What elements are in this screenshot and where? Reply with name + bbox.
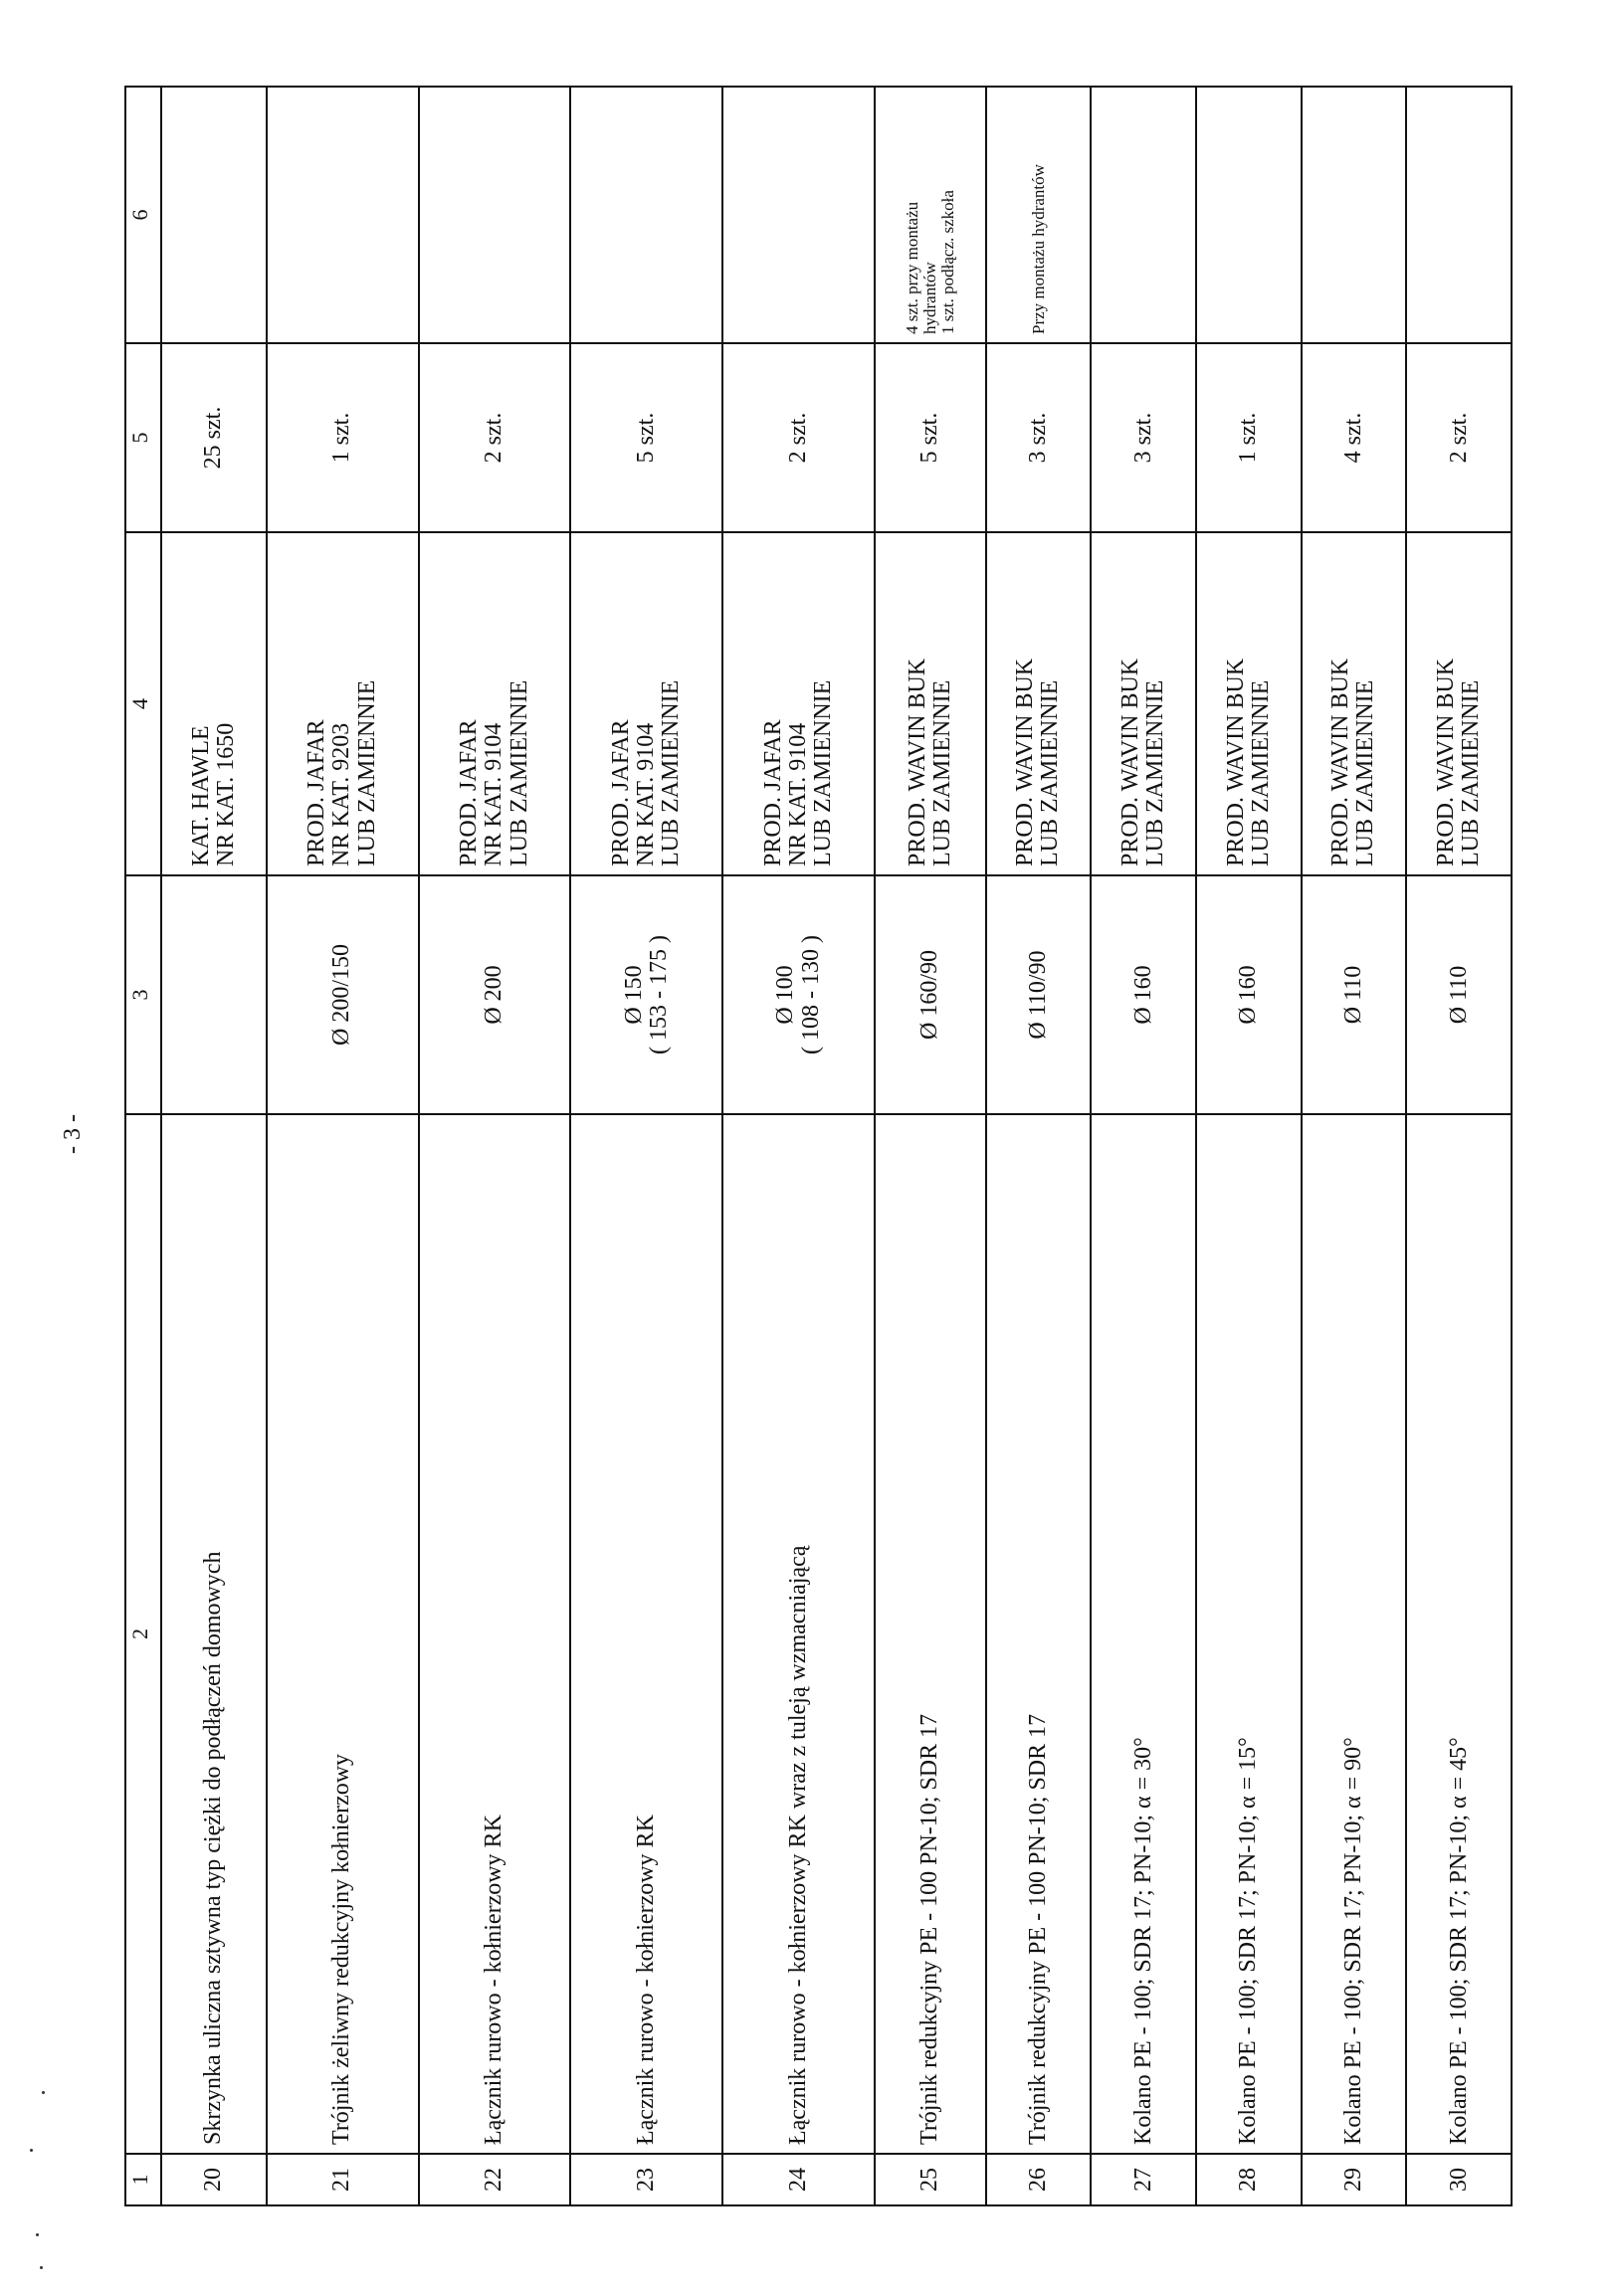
- diameter-line: Ø 200: [481, 965, 507, 1025]
- producer-cell: [419, 532, 571, 875]
- notes-cell: [267, 87, 419, 343]
- notes-cell: [419, 87, 571, 343]
- producer-line: PROD. JAFAR: [759, 719, 786, 866]
- row-number-cell: [722, 2154, 875, 2205]
- producer-line: LUB ZAMIENNIE: [1037, 679, 1064, 866]
- quantity-cell: [986, 343, 1092, 532]
- row-number-cell: [1302, 2154, 1407, 2205]
- quantity-cell: [722, 343, 875, 532]
- quantity: 5 szt.: [633, 412, 660, 464]
- row-number-cell: [419, 2154, 571, 2205]
- item-name: Trójnik redukcyjny PE - 100 PN-10; SDR 17: [916, 1713, 943, 2145]
- diameter-line: Ø 110: [1339, 965, 1366, 1025]
- producer-line: PROD. JAFAR: [608, 719, 635, 866]
- producer-line: LUB ZAMIENNIE: [1352, 679, 1379, 866]
- quantity: 1 szt.: [328, 412, 355, 464]
- item-name-cell: [986, 1114, 1092, 2154]
- row-number: 25: [916, 2168, 943, 2192]
- producer-line: LUB ZAMIENNIE: [810, 679, 837, 866]
- producer-line: PROD. JAFAR: [456, 719, 483, 866]
- notes-cell: [570, 87, 722, 343]
- diameter-line: ( 153 - 175 ): [645, 935, 672, 1054]
- quantity-cell: [267, 343, 419, 532]
- item-name-cell: [419, 1114, 571, 2154]
- item-name-cell: [1196, 1114, 1302, 2154]
- diameter-line: Ø 200/150: [328, 944, 355, 1046]
- item-name-cell: [1406, 1114, 1512, 2154]
- notes-cell: [161, 87, 267, 343]
- diameter-cell: [986, 875, 1092, 1114]
- producer-cell: [1406, 532, 1512, 875]
- row-number: 27: [1129, 2168, 1156, 2192]
- notes-cell: [1302, 87, 1407, 343]
- quantity-cell: [1302, 343, 1407, 532]
- quantity: 2 szt.: [785, 412, 812, 464]
- diameter-line: Ø 150: [620, 965, 647, 1025]
- item-name: Łącznik rurowo - kołnierzowy RK: [633, 1815, 660, 2145]
- producer-line: PROD. WAVIN BUK: [1012, 658, 1039, 866]
- producer-line: NR KAT. 9104: [633, 722, 660, 866]
- producer-line: LUB ZAMIENNIE: [1247, 679, 1274, 866]
- row-number: 24: [785, 2168, 812, 2192]
- row-number-cell: [875, 2154, 986, 2205]
- producer-line: LUB ZAMIENNIE: [1142, 679, 1169, 866]
- row-number: 26: [1024, 2168, 1051, 2192]
- notes-cell: [1091, 87, 1196, 343]
- producer-line: NR KAT. 1650: [212, 722, 239, 866]
- quantity: 25 szt.: [200, 406, 227, 470]
- note-line: 1 szt. podłącz. szkoła: [937, 190, 957, 334]
- table-row: [267, 87, 419, 2205]
- diameter-line: Ø 100: [772, 965, 799, 1025]
- page-number: - 3 -: [60, 1114, 86, 1154]
- producer-cell: [161, 532, 267, 875]
- column-header-6: 6: [125, 87, 161, 343]
- quantity-cell: [875, 343, 986, 532]
- notes-cell: [875, 87, 986, 343]
- table-row: [161, 87, 267, 2205]
- producer-line: PROD. WAVIN BUK: [1222, 658, 1249, 866]
- producer-line: LUB ZAMIENNIE: [506, 679, 532, 866]
- quantity: 2 szt.: [481, 412, 507, 464]
- producer-line: PROD. JAFAR: [304, 719, 330, 866]
- item-name-cell: [1302, 1114, 1407, 2154]
- item-name: Kolano PE - 100; SDR 17; PN-10; α = 45°: [1445, 1737, 1472, 2145]
- diameter-line: Ø 160/90: [916, 950, 943, 1040]
- diameter-line: Ø 160: [1129, 965, 1156, 1025]
- row-number: 20: [200, 2168, 227, 2192]
- row-number: 23: [633, 2168, 660, 2192]
- item-name: Trójnik redukcyjny PE - 100 PN-10; SDR 17: [1024, 1713, 1051, 2145]
- producer-cell: [1302, 532, 1407, 875]
- producer-cell: [1091, 532, 1196, 875]
- notes-cell: [1406, 87, 1512, 343]
- item-name: Trójnik żeliwny redukcyjny kołnierzowy: [328, 1753, 355, 2145]
- producer-line: LUB ZAMIENNIE: [928, 679, 955, 866]
- diameter-line: ( 108 - 130 ): [797, 935, 824, 1054]
- producer-cell: [267, 532, 419, 875]
- notes-cell: [986, 87, 1092, 343]
- quantity-cell: [419, 343, 571, 532]
- producer-cell: [1196, 532, 1302, 875]
- row-number: 28: [1235, 2168, 1262, 2192]
- row-number-cell: [986, 2154, 1092, 2205]
- item-name: Skrzynka uliczna sztywna typ ciężki do podłączeń domowych: [200, 1551, 227, 2145]
- diameter-cell: [875, 875, 986, 1114]
- notes-cell: [1196, 87, 1302, 343]
- producer-cell: [570, 532, 722, 875]
- row-number: 29: [1339, 2168, 1366, 2192]
- row-number-cell: [1196, 2154, 1302, 2205]
- column-header-4: 4: [125, 532, 161, 875]
- table-row: [722, 87, 875, 2205]
- producer-line: LUB ZAMIENNIE: [658, 679, 685, 866]
- quantity: 4 szt.: [1339, 412, 1366, 464]
- item-name: Łącznik rurowo - kołnierzowy RK wraz z tuleją wzmacniającą: [785, 1545, 812, 2145]
- row-number-cell: [1406, 2154, 1512, 2205]
- producer-line: LUB ZAMIENNIE: [1458, 679, 1485, 866]
- diameter-cell: [267, 875, 419, 1114]
- column-header-2: 2: [125, 1114, 161, 2154]
- diameter-cell: [570, 875, 722, 1114]
- scan-speck: [36, 2233, 39, 2236]
- table-row: [1196, 87, 1302, 2205]
- diameter-line: Ø 110: [1445, 965, 1472, 1025]
- producer-line: PROD. WAVIN BUK: [1116, 658, 1143, 866]
- row-number: 21: [328, 2168, 355, 2192]
- table-row: [419, 87, 571, 2205]
- materials-table: [124, 86, 1513, 2206]
- column-header-1: 1: [125, 2154, 161, 2205]
- column-header-row: [125, 87, 161, 2205]
- quantity-cell: [570, 343, 722, 532]
- quantity: 5 szt.: [916, 412, 943, 464]
- item-name: Kolano PE - 100; SDR 17; PN-10; α = 15°: [1235, 1737, 1262, 2145]
- diameter-cell: [722, 875, 875, 1114]
- producer-line: KAT. HAWLE: [187, 725, 214, 866]
- item-name-cell: [570, 1114, 722, 2154]
- diameter-line: Ø 110/90: [1024, 950, 1051, 1040]
- item-name: Kolano PE - 100; SDR 17; PN-10; α = 30°: [1129, 1737, 1156, 2145]
- rotated-table-container: [124, 88, 1513, 2206]
- scan-speck: [40, 2266, 43, 2269]
- diameter-cell: [161, 875, 267, 1114]
- producer-line: LUB ZAMIENNIE: [353, 679, 380, 866]
- producer-cell: [875, 532, 986, 875]
- quantity-cell: [1406, 343, 1512, 532]
- table-row: [875, 87, 986, 2205]
- table-row: [570, 87, 722, 2205]
- quantity-cell: [1196, 343, 1302, 532]
- table-row: [1302, 87, 1407, 2205]
- scan-speck: [42, 2091, 45, 2094]
- row-number: 22: [481, 2168, 507, 2192]
- quantity: 3 szt.: [1129, 412, 1156, 464]
- notes-cell: [722, 87, 875, 343]
- item-name: Łącznik rurowo - kołnierzowy RK: [481, 1815, 507, 2145]
- diameter-cell: [419, 875, 571, 1114]
- item-name: Kolano PE - 100; SDR 17; PN-10; α = 90°: [1339, 1737, 1366, 2145]
- producer-line: NR KAT. 9104: [481, 722, 507, 866]
- producer-line: PROD. WAVIN BUK: [1432, 658, 1459, 866]
- quantity-cell: [1091, 343, 1196, 532]
- column-header-3: 3: [125, 875, 161, 1114]
- row-number-cell: [161, 2154, 267, 2205]
- row-number-cell: [267, 2154, 419, 2205]
- producer-line: PROD. WAVIN BUK: [904, 658, 930, 866]
- column-header-5: 5: [125, 343, 161, 532]
- row-number-cell: [570, 2154, 722, 2205]
- note-line: Przy montażu hydrantów: [1028, 164, 1048, 334]
- diameter-cell: [1406, 875, 1512, 1114]
- diameter-cell: [1196, 875, 1302, 1114]
- note-line: hydrantów: [919, 262, 939, 334]
- producer-line: PROD. WAVIN BUK: [1327, 658, 1354, 866]
- quantity: 2 szt.: [1445, 412, 1472, 464]
- item-name-cell: [161, 1114, 267, 2154]
- row-number: 30: [1445, 2168, 1472, 2192]
- table-row: [1091, 87, 1196, 2205]
- diameter-cell: [1302, 875, 1407, 1114]
- table-row: [986, 87, 1092, 2205]
- producer-line: NR KAT. 9203: [328, 722, 355, 866]
- scan-speck: [30, 2149, 33, 2152]
- quantity: 3 szt.: [1024, 412, 1051, 464]
- producer-line: NR KAT. 9104: [785, 722, 812, 866]
- producer-cell: [722, 532, 875, 875]
- table-row: [1406, 87, 1512, 2205]
- note-line: 4 szt. przy montażu: [903, 201, 922, 334]
- diameter-cell: [1091, 875, 1196, 1114]
- item-name-cell: [267, 1114, 419, 2154]
- quantity: 1 szt.: [1235, 412, 1262, 464]
- item-name-cell: [875, 1114, 986, 2154]
- row-number-cell: [1091, 2154, 1196, 2205]
- item-name-cell: [1091, 1114, 1196, 2154]
- quantity-cell: [161, 343, 267, 532]
- item-name-cell: [722, 1114, 875, 2154]
- diameter-line: Ø 160: [1235, 965, 1262, 1025]
- producer-cell: [986, 532, 1092, 875]
